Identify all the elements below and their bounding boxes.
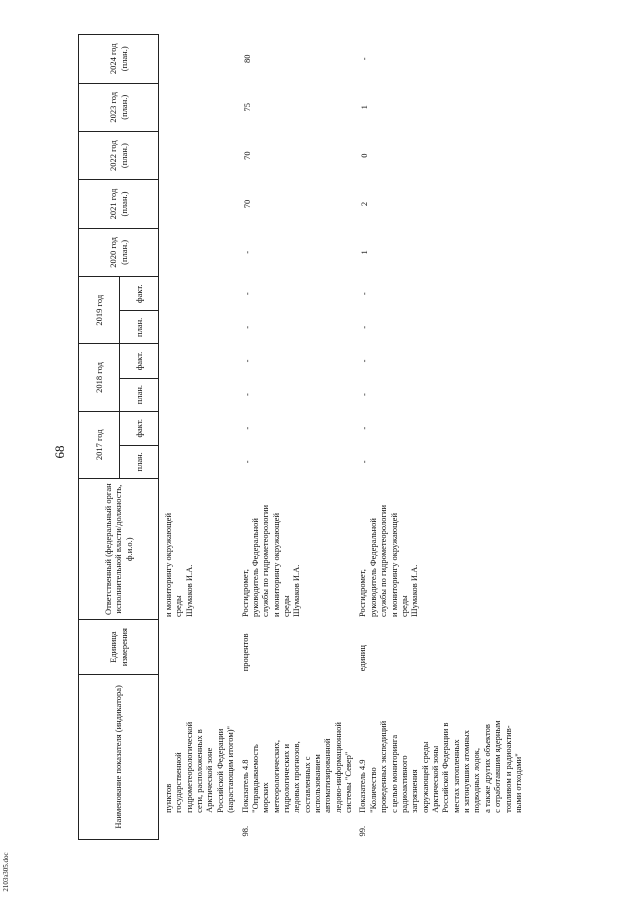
- header-unit: Единица измерения: [79, 620, 159, 674]
- indicator-name: пунктов государственной гидрометеорологической сети, расположенных в Арктической зоне Российской Федерации (нарастающим итогом)": [163, 721, 236, 813]
- value-2023: 1: [359, 105, 370, 110]
- table-row: [238, 35, 356, 840]
- header-2019-plan: план.: [120, 311, 159, 344]
- header-2017-fact: факт.: [120, 411, 159, 445]
- page-number: 68: [52, 445, 67, 459]
- value-2017-plan: -: [359, 460, 370, 464]
- responsible: Росгидромет, руководитель Федеральной службы по гидрометеорологии и мониторингу окружающей среды Шумаков И.А.: [357, 504, 420, 617]
- header-2018: 2018 год: [79, 344, 120, 411]
- header-2017-plan: план.: [120, 445, 159, 478]
- header-2020: 2020 год (план.): [79, 228, 159, 276]
- header-2018-plan: план.: [120, 378, 159, 411]
- table-row: [355, 35, 525, 840]
- value-2020: -: [241, 250, 252, 254]
- header-2019: 2019 год: [79, 277, 120, 344]
- value-2024: 80: [241, 54, 252, 64]
- responsible: и мониторингу окружающей среды Шумаков И.А.: [163, 513, 194, 617]
- header-2018-fact: факт.: [120, 344, 159, 378]
- unit: единиц: [357, 645, 368, 672]
- header-2021: 2021 год (план.): [79, 180, 159, 228]
- responsible: Росгидромет, руководитель Федеральной службы по гидрометеорологии и мониторингу окружающей среды Шумаков И.А.: [239, 504, 302, 617]
- value-2018-fact: -: [241, 359, 252, 363]
- header-2017: 2017 год: [79, 411, 120, 478]
- indicator-name: Показатель 4.9 "Количество проведенных экспедиций с целью мониторинга радиоактивного загрязнения окружающей среды Арктической зоны Российской Федерации в местах затопленных и затонувших атомных подводных лодок, а также других объектов с отработавшим ядерным топливом и радиоактив- ными отходами": [357, 720, 523, 813]
- footer-file-name: 2103з305.doc: [2, 852, 10, 892]
- value-2019-plan: -: [241, 325, 252, 329]
- value-2020: 1: [359, 250, 370, 255]
- row-number: 98.: [239, 825, 250, 837]
- value-2019-plan: -: [359, 325, 370, 329]
- value-2022: 70: [241, 151, 252, 160]
- row-number: [159, 816, 238, 840]
- value-2021: 2: [359, 201, 370, 207]
- value-2019-fact: -: [241, 292, 252, 296]
- value-2019-fact: -: [359, 292, 370, 296]
- indicator-table-sheet: [78, 34, 618, 840]
- table-row-continuation: [159, 35, 238, 840]
- value-2022: 0: [359, 153, 370, 158]
- indicator-table: [78, 34, 525, 840]
- row-number: 99.: [357, 825, 368, 837]
- value-2024: -: [359, 57, 370, 61]
- header-2024: 2024 год (план.): [79, 35, 159, 84]
- indicator-name: Показатель 4.8 "Оправдываемость морских метеорологических, гидрологических и ледовых прогнозов, составленных с использованием автоматизированной ледово-информационной системы "Север": [239, 722, 354, 813]
- value-2018-plan: -: [359, 393, 370, 396]
- value-2017-plan: -: [241, 460, 252, 464]
- header-responsible: Ответственный (федеральный орган исполнительной власти/должность, ф.и.о.): [79, 478, 159, 620]
- value-2021: 70: [241, 199, 252, 209]
- value-2018-fact: -: [359, 359, 370, 363]
- value-2017-fact: -: [359, 426, 370, 430]
- value-2018-plan: -: [241, 393, 252, 396]
- values-empty: [159, 35, 238, 479]
- header-2019-fact: факт.: [120, 277, 159, 311]
- header-row-years: [79, 35, 120, 840]
- header-name: Наименование показателя (индикатора): [79, 674, 159, 839]
- value-2017-fact: -: [241, 426, 252, 430]
- header-2022: 2022 год (план.): [79, 131, 159, 179]
- unit: [159, 620, 238, 674]
- unit: процентов: [239, 633, 250, 672]
- header-2023: 2023 год (план.): [79, 83, 159, 131]
- value-2023: 75: [241, 103, 252, 112]
